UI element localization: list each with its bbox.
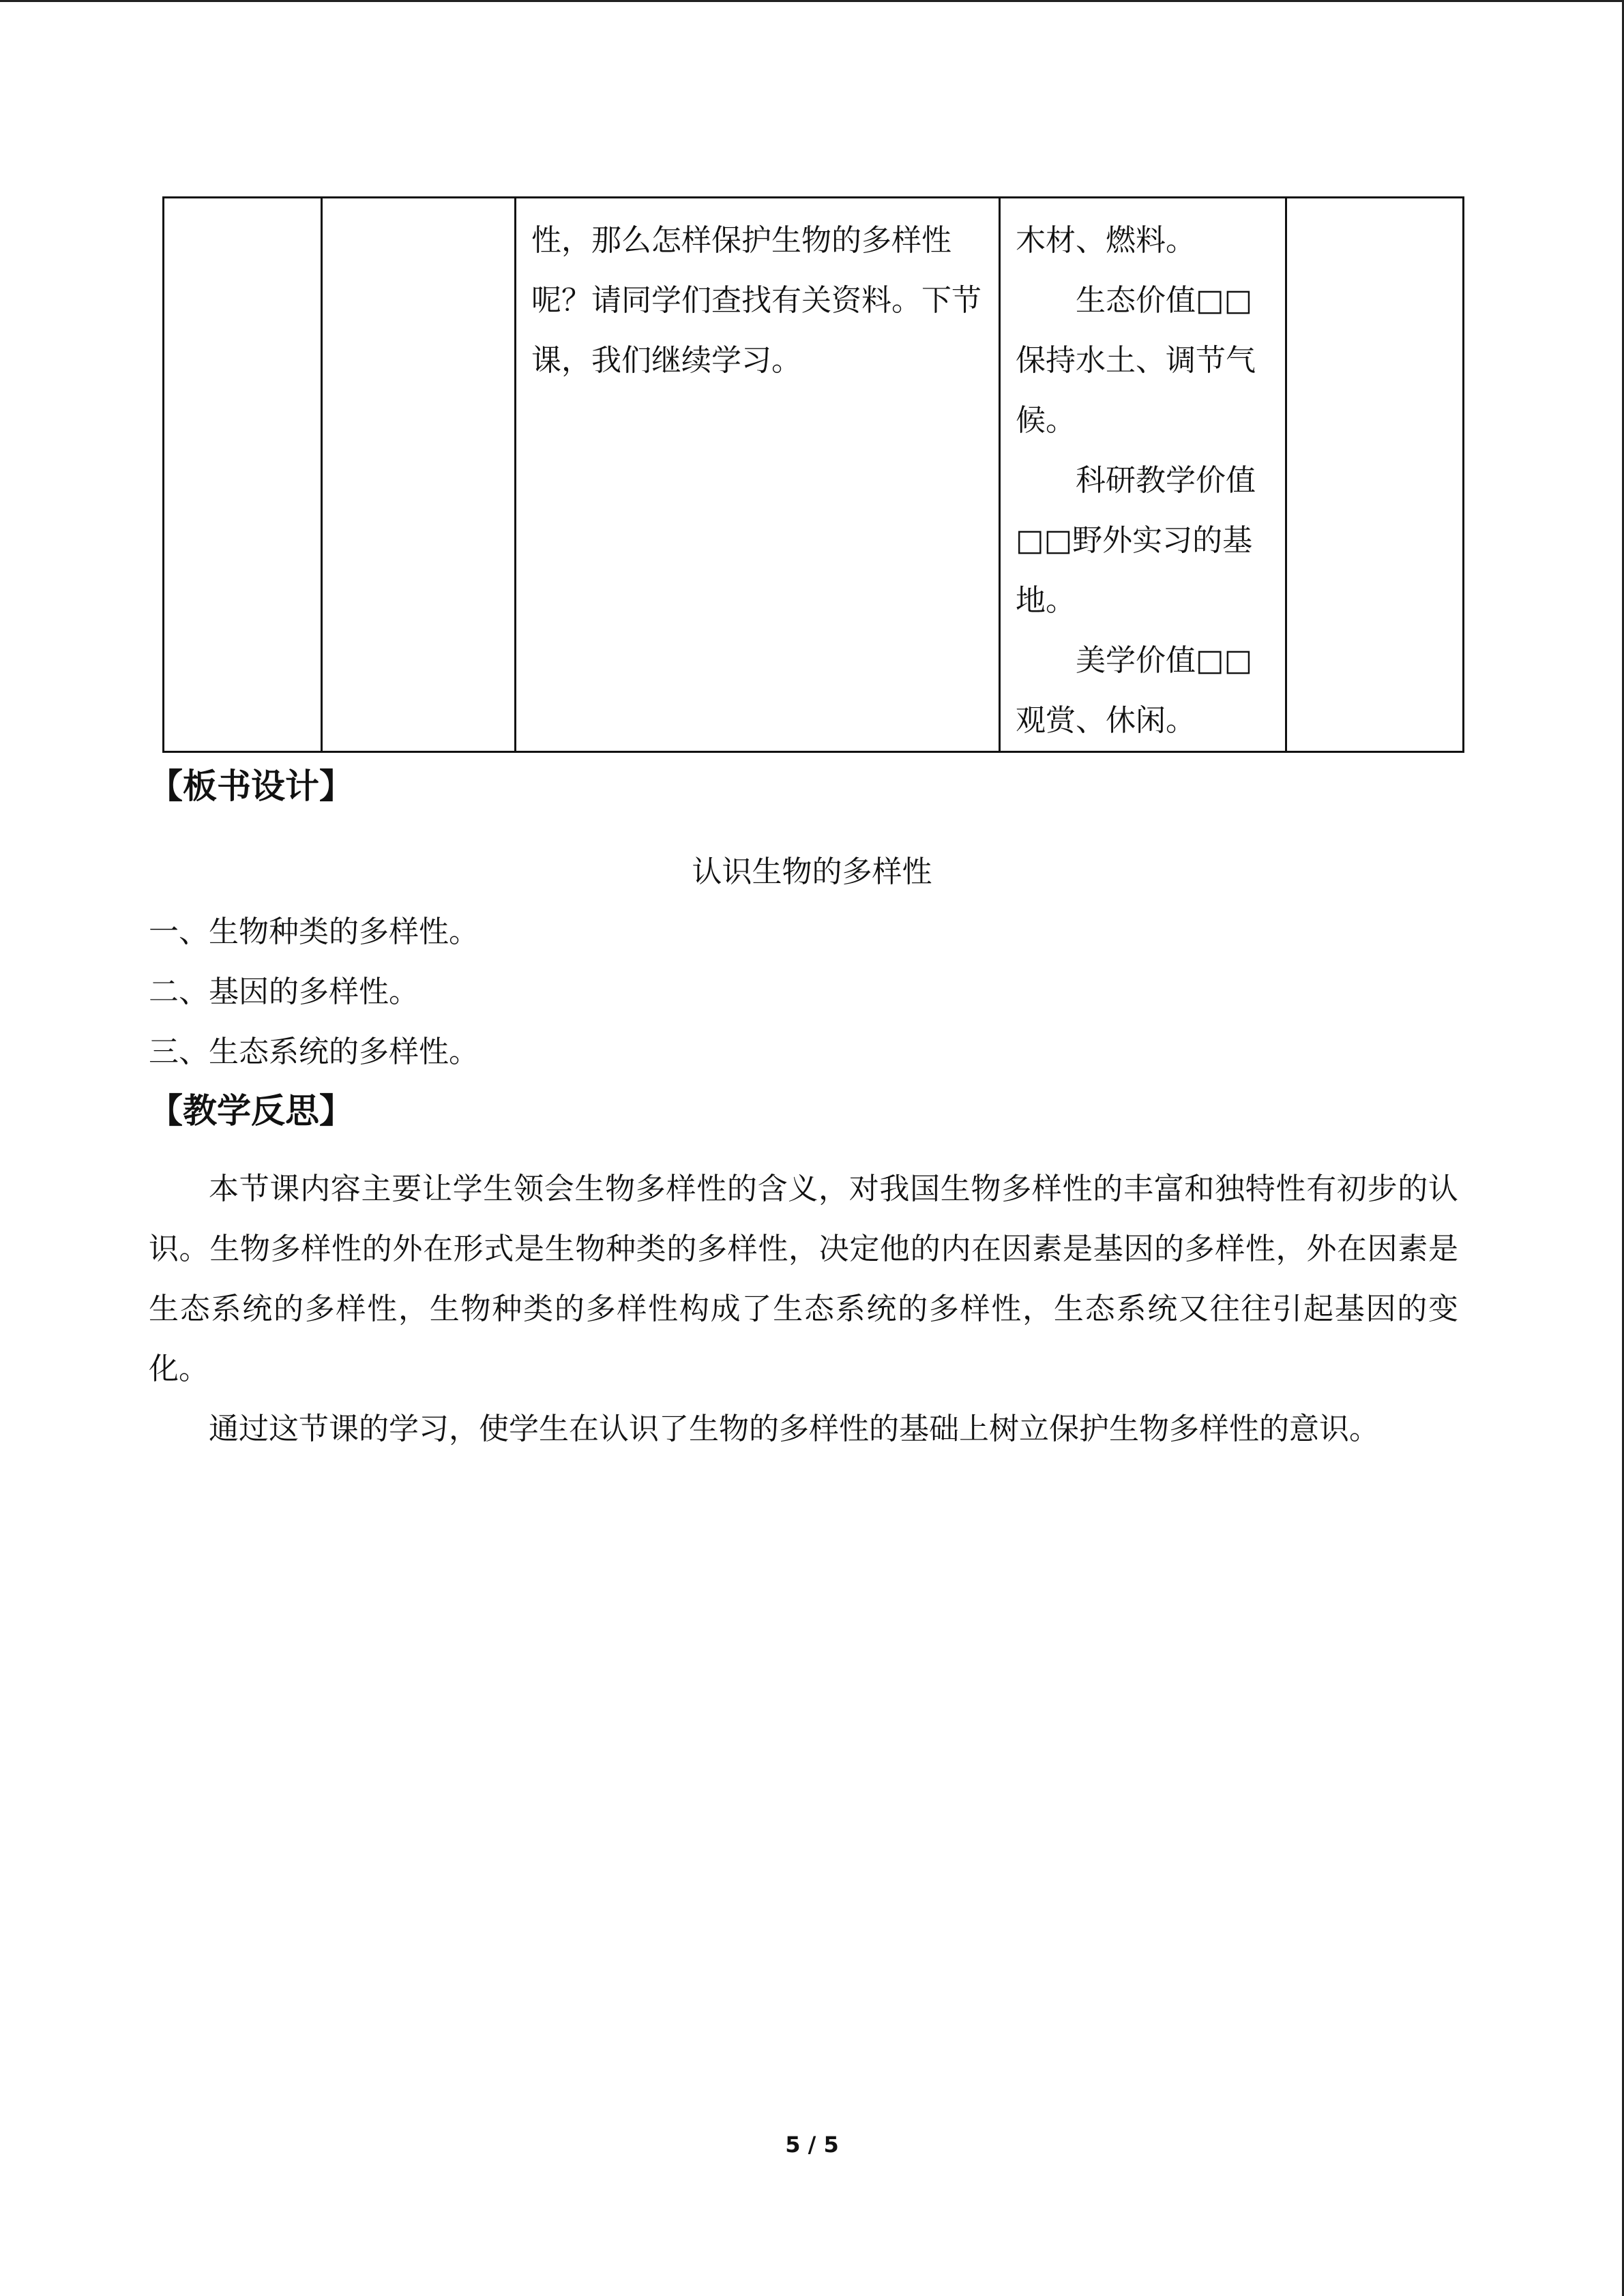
board-item-species: 一、生物种类的多样性。 xyxy=(149,914,479,949)
table-cell-empty-1 xyxy=(164,198,322,752)
reflection-paragraph-1: 本节课内容主要让学生领会生物多样性的含义，对我国生物多样性的丰富和独特性有初步的认识。生物多样性的外在形式是生物种类的多样性，决定他的内在因素是基因的多样性，外在因素是生态系统的多样性，生物种类的多样性构成了生态系统的多样性，生态系统又往往引起基因的变化。 xyxy=(149,1172,1458,1386)
board-item-ecosystem: 三、生态系统的多样性。 xyxy=(149,1034,479,1069)
table-cell-activity xyxy=(516,198,1000,752)
value-item-aesthetic: 美学价值□□观赏、休闲。 xyxy=(1016,643,1253,738)
value-item-wood: 木材、燃料。 xyxy=(1016,223,1196,258)
lesson-table xyxy=(162,196,1464,753)
table-cell-empty-2 xyxy=(322,198,516,752)
table-cell-empty-5 xyxy=(1286,198,1464,752)
page-number: 5 / 5 xyxy=(785,2132,839,2158)
table-cell-value-list xyxy=(1000,198,1286,752)
value-item-ecological: 生态价值□□保持水土、调节气候。 xyxy=(1016,283,1256,438)
reflection-heading: 【教学反思】 xyxy=(149,1091,353,1131)
page-border-top xyxy=(0,0,1624,2)
activity-text: 性，那么怎样保护生物的多样性呢？请同学们查找有关资料。下节课，我们继续学习。 xyxy=(531,223,981,378)
board-title: 认识生物的多样性 xyxy=(692,854,932,889)
board-item-gene: 二、基因的多样性。 xyxy=(149,974,419,1009)
value-item-research: 科研教学价值□□野外实习的基地。 xyxy=(1016,463,1256,618)
board-design-heading: 【板书设计】 xyxy=(149,766,353,806)
reflection-paragraph-2: 通过这节课的学习，使学生在认识了生物的多样性的基础上树立保护生物多样性的意识。 xyxy=(209,1412,1379,1446)
table-row xyxy=(164,198,1464,752)
